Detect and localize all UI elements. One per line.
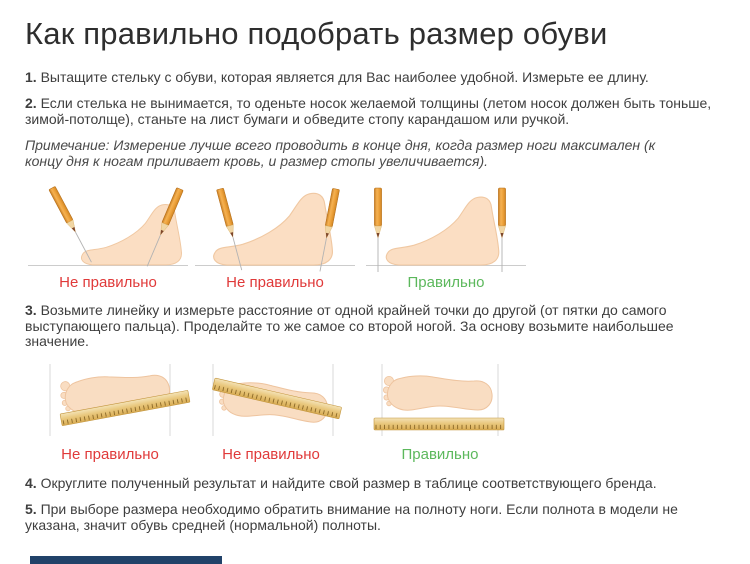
figure-pencils-tilted-narrow-wrong	[195, 186, 355, 291]
step-text: При выборе размера необходимо обратить внимание на полноту ноги. Если полнота в модели не указана, значит обувь средней (нормальной) полноты.	[25, 501, 678, 533]
footprint-ruler-straight-illustration	[360, 362, 520, 442]
figure-label: Не правильно	[222, 446, 320, 463]
figure-label: Правильно	[401, 446, 479, 463]
page-title: Как правильно подобрать размер обуви	[25, 16, 608, 51]
step-number: 3.	[25, 302, 37, 318]
step-text: Если стелька не вынимается, то оденьте носок желаемой толщины (летом носок должен быть тоньше, зимой-потолще), станьте на лист бумаги и обведите стопу карандашом или ручкой.	[25, 95, 712, 127]
foot-side-pencils-vertical-illustration	[366, 186, 526, 270]
figure-ruler-diagonal-up-wrong	[30, 362, 190, 463]
step-1	[25, 70, 732, 86]
step-4	[25, 476, 732, 492]
step-text: Округлите полученный результат и найдите свой размер в таблице соответствующего бренда.	[40, 475, 657, 491]
measurement-note: Примечание: Измерение лучше всего проводить в конце дня, когда размер ноги максимален (к концу дня к ногам приливает кровь, и размер стопы увеличивается).	[25, 137, 656, 169]
foot-side-pencils-tilted-wide-illustration	[28, 186, 188, 270]
figure-label: Не правильно	[61, 446, 159, 463]
figure-label: Правильно	[407, 274, 485, 291]
footprint-ruler-diagonal-up-illustration	[30, 362, 190, 442]
step-number: 5.	[25, 501, 37, 517]
footprint-ruler-diagonal-down-illustration	[191, 362, 351, 442]
step-text: Возьмите линейку и измерьте расстояние от одной крайней точки до другой (от пятки до самого выступающего пальца). Проделайте то же самое со второй ногой. За основу возьмите наибольшее значение.	[25, 302, 674, 349]
step-number: 2.	[25, 95, 37, 111]
step-number: 1.	[25, 69, 37, 85]
figure-ruler-diagonal-down-wrong	[191, 362, 351, 463]
step-5	[25, 502, 732, 533]
bottom-partial-element	[30, 556, 222, 564]
step-2	[25, 96, 732, 127]
step-text: Вытащите стельку с обуви, которая является для Вас наиболее удобной. Измерьте ее длину.	[40, 69, 649, 85]
figure-label: Не правильно	[59, 274, 157, 291]
figure-ruler-straight-correct	[360, 362, 520, 463]
step-number: 4.	[25, 475, 37, 491]
figure-pencils-vertical-correct	[366, 186, 526, 291]
figure-pencils-tilted-wide-wrong	[28, 186, 188, 291]
step-3	[25, 303, 732, 350]
foot-side-pencils-tilted-narrow-illustration	[195, 186, 355, 270]
figure-label: Не правильно	[226, 274, 324, 291]
